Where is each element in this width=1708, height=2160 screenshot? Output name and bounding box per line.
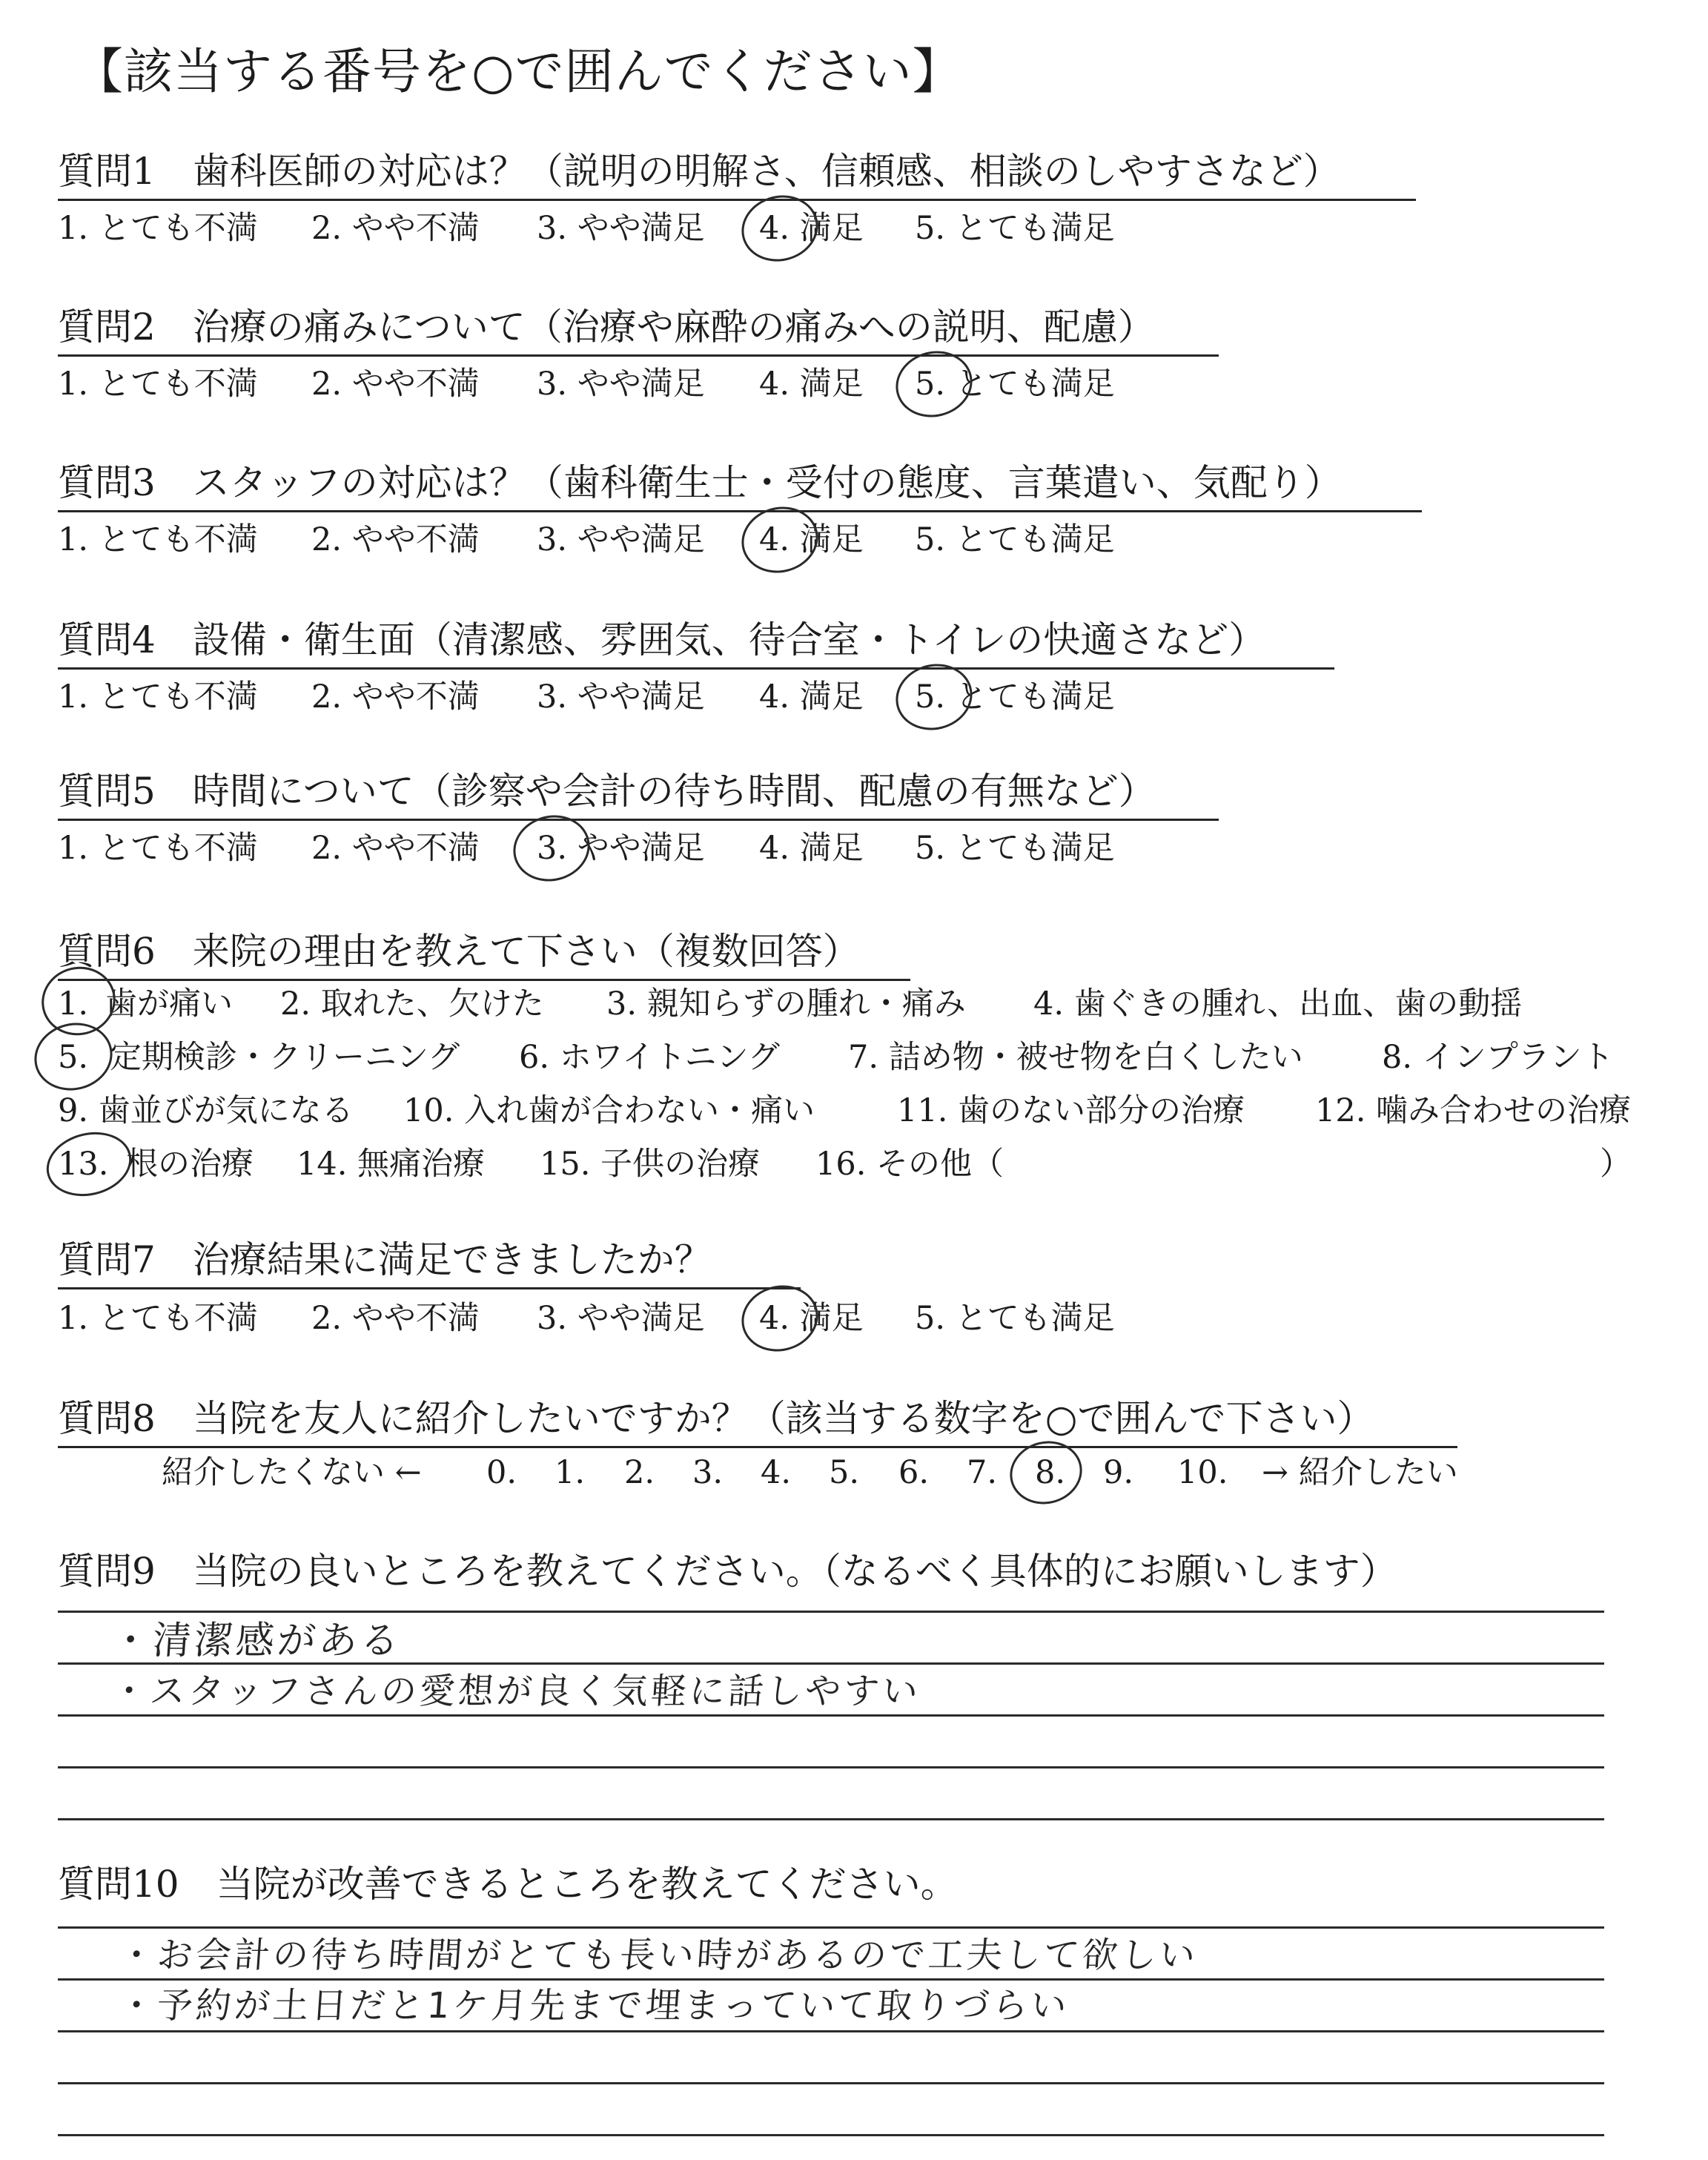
q4-option-1[interactable]: 1. とても不満 [58,678,258,716]
q8-scale-2[interactable]: 2. [624,1454,655,1491]
q9-write-line-5 [58,1818,1604,1820]
q9-answer-1: ・清潔感がある [109,1619,404,1663]
question-4-underline [58,667,1334,670]
q5-option-2[interactable]: 2. やや不満 [311,830,480,867]
q1-option-3[interactable]: 3. やや満足 [537,210,705,247]
q2-option-3[interactable]: 3. やや満足 [537,366,705,403]
question-4-title: 質問4 設備・衛生面（清潔感、雰囲気、待合室・トイレの快適さなど） [58,618,1266,661]
question-6-row-2 [58,1035,1652,1080]
question-6-row-4 [58,1142,1652,1186]
question-5-underline [58,819,1219,821]
instruction-header: 【該当する番号を○で囲んでください】 [74,43,962,100]
q6-reason-9[interactable]: 9. 歯並びが気になる [58,1092,354,1129]
q7-option-4[interactable]: 4. 満足 [759,1300,864,1337]
q8-scale-9[interactable]: 9. [1103,1454,1134,1491]
q8-scale-10[interactable]: 10. [1177,1454,1228,1491]
question-1-underline [58,199,1416,201]
q3-option-2[interactable]: 2. やや不満 [311,521,480,558]
q6-reason-3[interactable]: 3. 親知らずの腫れ・痛み [606,985,966,1023]
q2-option-5[interactable]: 5. とても満足 [915,366,1115,403]
q8-scale-1[interactable]: 1. [555,1454,586,1491]
q10-write-line-3 [58,2030,1604,2032]
q8-right-label: → 紹介したい [1262,1454,1458,1491]
question-1-title: 質問1 歯科医師の対応は？（説明の明解さ、信頼感、相談のしやすさなど） [58,150,1340,193]
q2-option-1[interactable]: 1. とても不満 [58,366,258,403]
question-3-underline [58,510,1422,512]
question-6-row-3 [58,1089,1689,1133]
q9-write-line-4 [58,1766,1604,1768]
q7-option-5[interactable]: 5. とても満足 [915,1300,1115,1337]
q6-reason-10[interactable]: 10. 入れ歯が合わない・痛い [403,1092,815,1129]
q6-reason-13[interactable]: 根の治療 [126,1146,254,1183]
q7-option-1[interactable]: 1. とても不満 [58,1300,258,1337]
q2-option-2[interactable]: 2. やや不満 [311,366,480,403]
q8-left-label: 紹介したくない ← [162,1454,422,1491]
question-7-underline [58,1287,801,1289]
q6-reason-7[interactable]: 7. 詰め物・被せ物を白くしたい [848,1039,1303,1076]
q3-option-1[interactable]: 1. とても不満 [58,521,258,558]
q6-reason-12[interactable]: 12. 噛み合わせの治療 [1315,1092,1632,1129]
q7-option-3[interactable]: 3. やや満足 [537,1300,705,1337]
q8-scale-3[interactable]: 3. [692,1454,724,1491]
question-10-title: 質問10 当院が改善できるところを教えてください。 [58,1863,958,1906]
q8-scale-0[interactable]: 0. [486,1454,517,1491]
q6-reason-4[interactable]: 4. 歯ぐきの腫れ、出血、歯の動揺 [1033,985,1523,1023]
q10-write-line-5 [58,2134,1604,2136]
q6-other-close-paren: ） [1600,1146,1632,1183]
question-6-row-1 [58,982,1652,1026]
q8-scale-8[interactable]: 8. [1035,1454,1066,1491]
question-9-title: 質問9 当院の良いところを教えてください。（なるべく具体的にお願いします） [58,1550,1397,1593]
q1-option-5[interactable]: 5. とても満足 [915,210,1115,247]
q3-option-3[interactable]: 3. やや満足 [537,521,705,558]
q6-reason-16[interactable]: 16. その他（ [815,1146,1004,1183]
q5-option-4[interactable]: 4. 満足 [759,830,864,867]
q1-option-2[interactable]: 2. やや不満 [311,210,480,247]
q3-option-5[interactable]: 5. とても満足 [915,521,1115,558]
q2-option-4[interactable]: 4. 満足 [759,366,864,403]
q6-reason-6[interactable]: 6. ホワイトニング [519,1039,780,1076]
q8-scale-6[interactable]: 6. [898,1454,930,1491]
q4-option-4[interactable]: 4. 満足 [759,678,864,716]
question-2-underline [58,354,1219,357]
q4-option-5[interactable]: 5. とても満足 [915,678,1115,716]
q6-reason-5[interactable]: 定期検診・クリーニング [110,1039,460,1076]
q1-option-1[interactable]: 1. とても不満 [58,210,258,247]
question-8-underline [58,1446,1457,1448]
q8-scale-7[interactable]: 7. [967,1454,998,1491]
q10-write-line-4 [58,2082,1604,2084]
q6-reason-11[interactable]: 11. 歯のない部分の治療 [897,1092,1245,1129]
q5-option-1[interactable]: 1. とても不満 [58,830,258,867]
question-6-title: 質問6 来院の理由を教えて下さい（複数回答） [58,930,860,973]
q6-reason-14[interactable]: 14. 無痛治療 [297,1146,486,1183]
q5-option-5[interactable]: 5. とても満足 [915,830,1115,867]
q4-option-2[interactable]: 2. やや不満 [311,678,480,716]
q9-write-line-1 [58,1611,1604,1613]
question-8-title: 質問8 当院を友人に紹介したいですか？（該当する数字を○で囲んで下さい） [58,1397,1374,1440]
question-3-title: 質問3 スタッフの対応は？（歯科衛生士・受付の態度、言葉遣い、気配り） [58,461,1342,504]
q6-reason-8[interactable]: 8. インプラント [1382,1039,1614,1076]
question-5-title: 質問5 時間について（診察や会計の待ち時間、配慮の有無など） [58,770,1156,813]
q5-option-3[interactable]: 3. やや満足 [537,830,705,867]
q10-answer-1: ・お会計の待ち時間がとても長い時があるので工夫して欲しい [117,1935,1199,1976]
q1-option-4[interactable]: 4. 満足 [759,210,864,247]
q10-write-line-1 [58,1926,1604,1929]
q6-reason-2[interactable]: 2. 取れた、欠けた [280,985,544,1023]
question-8-scale [58,1450,1540,1495]
q6-reason-13-number[interactable]: 13. [58,1146,109,1183]
q10-answer-2: ・予約が土日だと1ケ月先まで埋まっていて取りづらい [117,1985,1071,2027]
q7-option-2[interactable]: 2. やや不満 [311,1300,480,1337]
q9-answer-2: ・スタッフさんの愛想が良く気軽に話しやすい [110,1671,922,1712]
question-2-title: 質問2 治療の痛みについて（治療や麻酔の痛みへの説明、配慮） [58,305,1155,349]
q4-option-3[interactable]: 3. やや満足 [537,678,705,716]
q8-scale-4[interactable]: 4. [761,1454,792,1491]
q6-reason-15[interactable]: 15. 子供の治療 [540,1146,761,1183]
q3-option-4[interactable]: 4. 満足 [759,521,864,558]
question-7-title: 質問7 治療結果に満足できましたか？ [58,1238,712,1281]
question-6-underline [58,979,910,981]
q6-reason-1[interactable]: 歯が痛い [105,985,233,1023]
q6-reason-1-number[interactable]: 1. [58,985,89,1023]
q6-reason-5-number[interactable]: 5. [58,1039,89,1076]
q8-scale-5[interactable]: 5. [829,1454,860,1491]
